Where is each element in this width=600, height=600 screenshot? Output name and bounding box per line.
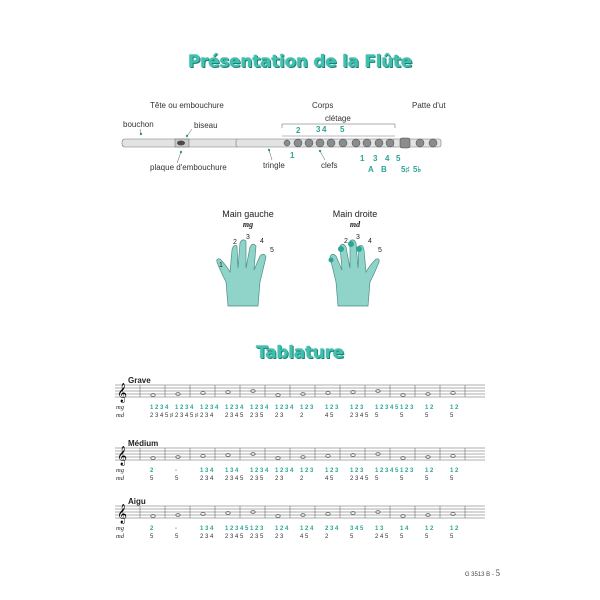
fingering-md: 2 <box>300 413 304 419</box>
label-bouchon: bouchon <box>123 120 154 129</box>
key-num-4: 4 <box>322 125 327 134</box>
tab-section-title: Médium <box>128 439 159 448</box>
fingering-mg: 1 2 3 4 <box>250 468 269 474</box>
tablature-title: Tablature <box>256 343 344 363</box>
label-body: Corps <box>312 101 334 110</box>
fingering-mg: 1 2 3 4 5 <box>375 405 399 411</box>
fingering-md: 2 3 5 <box>250 476 264 482</box>
fingering-mg: 1 2 4 <box>275 526 289 532</box>
fingering-md: 5 <box>425 534 429 540</box>
page-number: 5 <box>495 568 500 578</box>
rh-num-3: 3 <box>373 154 378 163</box>
label-biseau: biseau <box>194 121 218 130</box>
label-head: Tête ou embouchure <box>150 101 224 110</box>
fingering-mg: 1 2 3 4 <box>150 405 169 411</box>
fingering-mg: 1 2 3 <box>325 468 339 474</box>
tab-section-title: Aigu <box>128 497 146 506</box>
fingering-md: 2 <box>300 476 304 482</box>
fingering-mg: 1 4 <box>400 526 409 532</box>
fingering-md: 2 3 4 5 ♯ <box>175 413 199 419</box>
fingering-mg: 1 2 3 <box>325 405 339 411</box>
fingering-mg: 1 3 4 <box>200 468 214 474</box>
fingering-md: 2 3 5 <box>250 534 264 540</box>
rh-finger-3: 3 <box>356 234 360 241</box>
fingering-mg: 1 2 3 <box>250 526 264 532</box>
key-B: B <box>381 165 387 174</box>
label-cletage: clétage <box>325 114 351 123</box>
key-num-1: 1 <box>290 151 295 160</box>
lh-finger-2: 2 <box>233 239 237 246</box>
fingering-mg: 1 2 3 4 5 <box>375 468 399 474</box>
right-hand-label: Main droite <box>332 209 378 219</box>
fingering-mg: 1 2 3 4 <box>175 405 194 411</box>
fingering-md: 4 5 <box>325 476 334 482</box>
fingering-mg: 1 2 3 4 <box>275 468 294 474</box>
lh-finger-3: 3 <box>246 234 250 241</box>
treble-clef-icon: 𝄞 <box>117 504 128 524</box>
fingering-md: 5 <box>375 476 379 482</box>
fingering-md: 5 <box>400 534 404 540</box>
left-hand-abbr: mg <box>242 220 254 229</box>
fingering-md: 2 3 4 5 ♯ <box>150 413 174 419</box>
left-hand-label: Main gauche <box>222 209 274 219</box>
rh-finger-4: 4 <box>368 238 372 245</box>
fingering-md: 5 <box>425 476 429 482</box>
fingering-md: 2 3 4 5 <box>225 413 244 419</box>
label-clefs: clefs <box>321 161 338 170</box>
rh-finger-5: 5 <box>378 247 382 254</box>
fingering-mg: 1 2 3 4 <box>200 405 219 411</box>
fingering-md: 2 3 <box>275 413 284 419</box>
row-label-mg: mg <box>116 467 124 474</box>
key-A: A <box>368 165 374 174</box>
fingering-md: 2 3 4 5 <box>225 476 244 482</box>
fingering-mg: 1 2 3 <box>300 405 314 411</box>
key-5sharp: 5♯ <box>401 165 410 174</box>
fingering-mg: 2 <box>150 526 154 532</box>
key-num-2: 2 <box>296 126 301 135</box>
label-plaque: plaque d'embouchure <box>150 163 227 172</box>
footer-code: G 3513 B - <box>464 572 494 578</box>
key-5flat: 5♭ <box>413 165 422 174</box>
fingering-mg: 1 3 <box>375 526 384 532</box>
fingering-mg: 3 4 5 <box>350 526 364 532</box>
key-num-5: 5 <box>340 125 345 134</box>
fingering-mg: 1 2 3 4 5 <box>225 526 249 532</box>
fingering-md: 5 <box>375 413 379 419</box>
fingering-mg: 1 2 3 <box>350 405 364 411</box>
fingering-md: 5 <box>150 534 154 540</box>
treble-clef-icon: 𝄞 <box>117 383 128 403</box>
lh-finger-5: 5 <box>270 247 274 254</box>
fingering-md: 5 <box>400 476 404 482</box>
fingering-mg: 1 2 <box>450 526 459 532</box>
fingering-mg: 1 2 <box>450 468 459 474</box>
page-footer <box>465 568 500 578</box>
fingering-mg: 1 2 <box>425 468 434 474</box>
fingering-md: 5 <box>450 476 454 482</box>
rh-num-5: 5 <box>396 154 401 163</box>
fingering-mg: 2 3 4 <box>325 526 339 532</box>
row-label-md: md <box>116 475 124 482</box>
fingering-mg: 2 <box>150 468 154 474</box>
fingering-md: 2 4 5 <box>375 534 389 540</box>
fingering-md: 2 3 4 5 <box>225 534 244 540</box>
fingering-mg: 1 2 <box>425 405 434 411</box>
page-title: Présentation de la Flûte <box>187 52 413 72</box>
label-foot: Patte d'ut <box>412 101 446 110</box>
fingering-mg: - <box>175 468 177 474</box>
fingering-md: 5 <box>425 413 429 419</box>
fingering-mg: 1 2 3 <box>300 468 314 474</box>
fingering-md: 2 3 4 <box>200 534 214 540</box>
treble-clef-icon: 𝄞 <box>117 446 128 466</box>
fingering-md: 2 3 4 5 <box>350 413 369 419</box>
fingering-md: 5 <box>400 413 404 419</box>
fingering-mg: 1 2 3 <box>400 468 414 474</box>
right-hand-abbr: md <box>349 220 361 229</box>
fingering-mg: 1 2 <box>450 405 459 411</box>
fingering-md: 5 <box>175 534 179 540</box>
fingering-mg: 1 2 3 4 <box>250 405 269 411</box>
fingering-mg: 1 3 4 <box>200 526 214 532</box>
fingering-md: 4 5 <box>300 534 309 540</box>
fingering-mg: 1 2 3 4 <box>225 405 244 411</box>
rh-finger-2: 2 <box>344 238 348 245</box>
fingering-mg: 1 2 3 4 <box>275 405 294 411</box>
tab-section-title: Grave <box>128 376 151 385</box>
fingering-mg: 1 2 <box>425 526 434 532</box>
fingering-md: 4 5 <box>325 413 334 419</box>
fingering-md: 2 3 <box>275 534 284 540</box>
fingering-md: 2 3 4 <box>200 413 214 419</box>
lh-finger-4: 4 <box>260 238 264 245</box>
key-num-3: 3 <box>316 125 321 134</box>
fingering-md: 5 <box>350 534 354 540</box>
fingering-mg: 1 3 4 <box>225 468 239 474</box>
fingering-md: 5 <box>450 413 454 419</box>
rh-num-4: 4 <box>385 154 390 163</box>
fingering-mg: 1 2 4 <box>300 526 314 532</box>
row-label-mg: mg <box>116 404 124 411</box>
fingering-mg: 1 2 3 <box>400 405 414 411</box>
fingering-md: 2 3 4 <box>200 476 214 482</box>
fingering-md: 5 <box>175 476 179 482</box>
lh-finger-1: 1 <box>219 262 223 269</box>
fingering-mg: 1 2 3 <box>350 468 364 474</box>
row-label-mg: mg <box>116 525 124 532</box>
row-label-md: md <box>116 533 124 540</box>
row-label-md: md <box>116 412 124 419</box>
fingering-md: 2 3 <box>275 476 284 482</box>
fingering-md: 5 <box>450 534 454 540</box>
fingering-md: 2 <box>325 534 329 540</box>
label-tringle: tringle <box>263 161 285 170</box>
fingering-mg: - <box>175 526 177 532</box>
fingering-md: 2 3 5 <box>250 413 264 419</box>
fingering-md: 2 3 4 5 <box>350 476 369 482</box>
fingering-md: 5 <box>150 476 154 482</box>
rh-num-1: 1 <box>360 154 365 163</box>
